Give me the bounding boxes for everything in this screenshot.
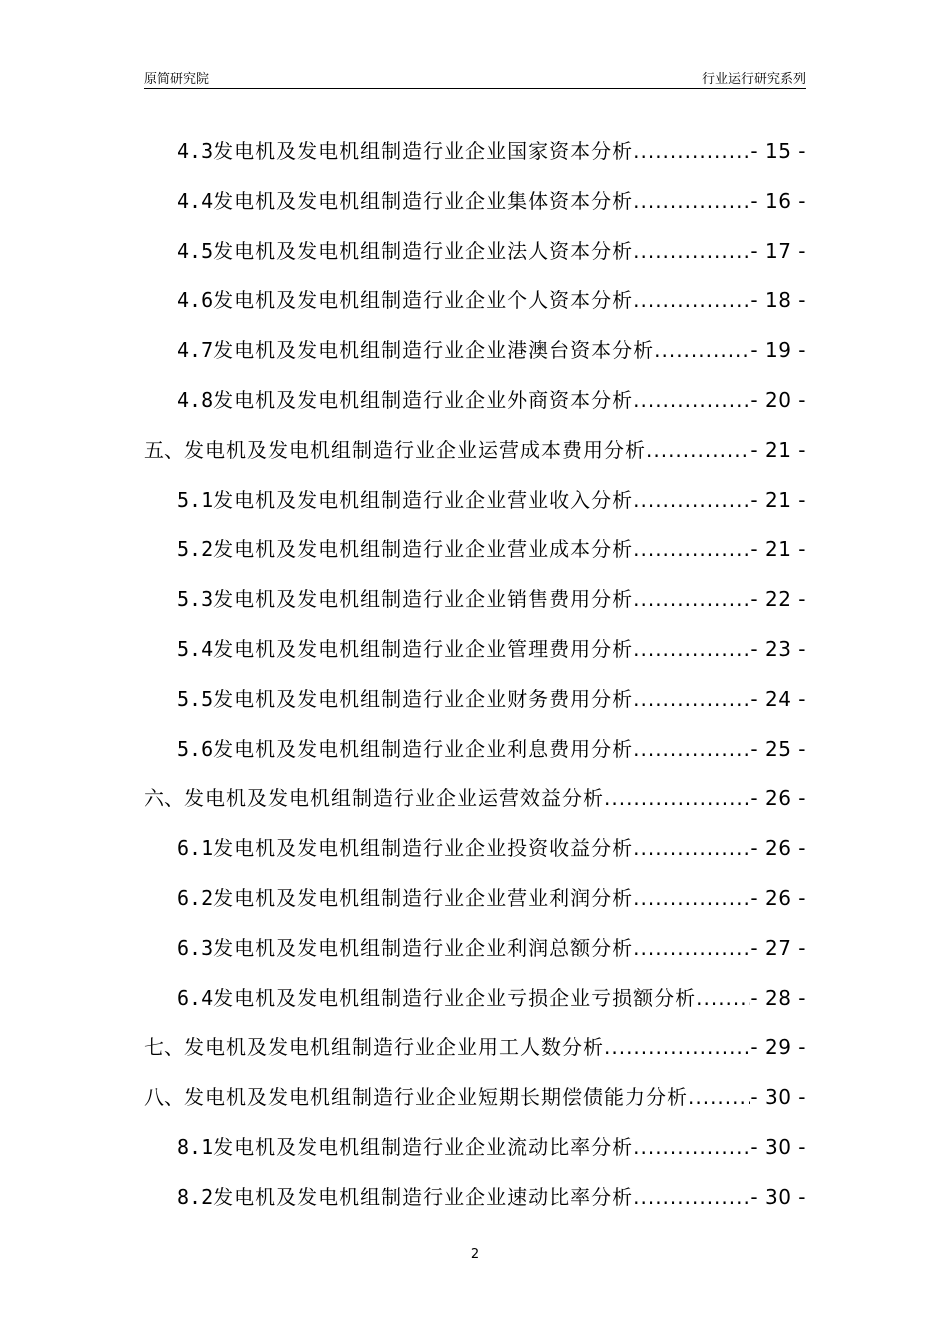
toc-dot-leader	[633, 1127, 750, 1167]
toc-entry-number: 4.3	[177, 139, 214, 163]
toc-entry-page: - 17 -	[750, 238, 806, 263]
toc-dot-leader	[633, 729, 750, 769]
toc-entry-page: - 19 -	[750, 338, 806, 363]
toc-dot-leader	[633, 480, 750, 520]
toc-section-entry[interactable]	[144, 729, 806, 779]
toc-entry-title: 发电机及发电机组制造行业企业营业收入分析	[213, 487, 634, 512]
toc-entry-title: 发电机及发电机组制造行业企业法人资本分析	[213, 238, 634, 263]
toc-entry-number: 4.5	[177, 238, 214, 263]
table-of-contents	[144, 131, 806, 1227]
toc-entry-page: - 23 -	[750, 636, 806, 661]
toc-dot-leader	[633, 828, 750, 868]
toc-section-entry[interactable]	[144, 629, 806, 679]
toc-entry-page: - 25 -	[750, 736, 806, 761]
toc-entry-page: - 30 -	[750, 1184, 806, 1209]
toc-dot-leader	[633, 280, 750, 320]
toc-entry-page: - 28 -	[750, 985, 806, 1010]
toc-entry-number: 5.5	[177, 686, 214, 711]
toc-section-entry[interactable]	[144, 131, 806, 181]
toc-entry-page: - 16 -	[750, 188, 806, 213]
toc-section-entry[interactable]	[144, 480, 806, 530]
toc-entry-page: - 26 -	[750, 786, 806, 811]
page-number: 2	[470, 1247, 480, 1262]
toc-entry-page: - 15 -	[750, 139, 806, 163]
toc-entry-number: 5.1	[177, 487, 214, 512]
toc-entry-title: 发电机及发电机组制造行业企业用工人数分析	[184, 1035, 604, 1060]
toc-entry-number: 4.4	[177, 188, 214, 213]
toc-entry-page: - 29 -	[750, 1035, 806, 1060]
toc-entry-title: 发电机及发电机组制造行业企业管理费用分析	[213, 636, 634, 661]
toc-entry-title: 发电机及发电机组制造行业企业外商资本分析	[213, 387, 634, 412]
toc-entry-number: 5.6	[177, 736, 214, 761]
toc-dot-leader	[654, 330, 750, 370]
page-header	[144, 66, 806, 89]
toc-entry-number: 6.4	[177, 985, 214, 1010]
toc-entry-title: 发电机及发电机组制造行业企业短期长期偿债能力分析	[184, 1085, 688, 1110]
toc-entry-title: 发电机及发电机组制造行业企业速动比率分析	[213, 1184, 634, 1209]
toc-section-entry[interactable]	[144, 978, 806, 1028]
toc-entry-title: 发电机及发电机组制造行业企业销售费用分析	[213, 587, 634, 612]
toc-entry-number: 5.2	[177, 537, 214, 562]
toc-entry-page: - 26 -	[750, 885, 806, 910]
toc-section-entry[interactable]	[144, 928, 806, 978]
toc-entry-title: 发电机及发电机组制造行业企业运营效益分析	[184, 786, 604, 811]
toc-dot-leader	[646, 430, 750, 470]
toc-section-entry[interactable]	[144, 679, 806, 729]
toc-dot-leader	[633, 231, 750, 271]
toc-section-entry[interactable]	[144, 280, 806, 330]
toc-entry-number: 6.3	[177, 935, 214, 960]
toc-entry-title: 发电机及发电机组制造行业企业利息费用分析	[213, 736, 634, 761]
toc-entry-number: 5.3	[177, 587, 214, 612]
toc-entry-title: 发电机及发电机组制造行业企业港澳台资本分析	[213, 338, 655, 363]
toc-entry-page: - 30 -	[750, 1085, 806, 1110]
toc-dot-leader	[633, 131, 750, 171]
toc-entry-title: 发电机及发电机组制造行业企业投资收益分析	[213, 836, 634, 861]
toc-entry-title: 发电机及发电机组制造行业企业运营成本费用分析	[184, 437, 646, 462]
toc-dot-leader	[604, 1027, 750, 1067]
toc-dot-leader	[688, 1077, 750, 1117]
toc-section-entry[interactable]	[144, 231, 806, 281]
toc-entry-number: 5.4	[177, 636, 214, 661]
toc-dot-leader	[633, 928, 750, 968]
toc-entry-title: 发电机及发电机组制造行业企业流动比率分析	[213, 1134, 634, 1159]
header-org-name: 原简研究院	[144, 72, 210, 87]
toc-dot-leader	[633, 878, 750, 918]
toc-entry-title: 发电机及发电机组制造行业企业集体资本分析	[213, 188, 634, 213]
toc-entry-number: 4.6	[177, 288, 214, 313]
toc-dot-leader	[604, 778, 750, 818]
toc-entry-page: - 24 -	[750, 686, 806, 711]
toc-section-entry[interactable]	[144, 878, 806, 928]
toc-entry-number: 6.1	[177, 836, 214, 861]
toc-entry-number: 五、	[144, 437, 184, 462]
toc-section-entry[interactable]	[144, 330, 806, 380]
toc-entry-number: 4.7	[177, 338, 214, 363]
toc-dot-leader	[633, 1177, 750, 1217]
toc-entry-title: 发电机及发电机组制造行业企业利润总额分析	[213, 935, 634, 960]
toc-entry-title: 发电机及发电机组制造行业企业国家资本分析	[213, 139, 634, 163]
toc-dot-leader	[633, 679, 750, 719]
toc-dot-leader	[633, 380, 750, 420]
toc-dot-leader	[633, 181, 750, 221]
toc-section-entry[interactable]	[144, 380, 806, 430]
toc-dot-leader	[633, 629, 750, 669]
toc-section-entry[interactable]	[144, 828, 806, 878]
toc-chapter-entry[interactable]	[144, 1027, 806, 1077]
toc-entry-page: - 26 -	[750, 836, 806, 861]
header-series-name: 行业运行研究系列	[701, 72, 806, 87]
toc-entry-page: - 21 -	[750, 487, 806, 512]
toc-section-entry[interactable]	[144, 579, 806, 629]
toc-entry-title: 发电机及发电机组制造行业企业财务费用分析	[213, 686, 634, 711]
toc-entry-page: - 21 -	[750, 537, 806, 562]
toc-entry-page: - 20 -	[750, 387, 806, 412]
toc-entry-number: 八、	[144, 1085, 184, 1110]
toc-entry-number: 8.1	[177, 1134, 214, 1159]
toc-entry-title: 发电机及发电机组制造行业企业亏损企业亏损额分析	[213, 985, 697, 1010]
toc-entry-title: 发电机及发电机组制造行业企业营业利润分析	[213, 885, 634, 910]
toc-entry-number: 七、	[144, 1035, 184, 1060]
toc-entry-page: - 22 -	[750, 587, 806, 612]
toc-entry-page: - 27 -	[750, 935, 806, 960]
toc-entry-page: - 30 -	[750, 1134, 806, 1159]
toc-section-entry[interactable]	[144, 1177, 806, 1227]
toc-section-entry[interactable]	[144, 529, 806, 579]
toc-entry-page: - 21 -	[750, 437, 806, 462]
toc-chapter-entry[interactable]	[144, 778, 806, 828]
toc-entry-title: 发电机及发电机组制造行业企业个人资本分析	[213, 288, 634, 313]
toc-dot-leader	[633, 579, 750, 619]
toc-section-entry[interactable]	[144, 1127, 806, 1177]
toc-entry-number: 8.2	[177, 1184, 214, 1209]
toc-entry-number: 4.8	[177, 387, 214, 412]
toc-entry-number: 6.2	[177, 885, 214, 910]
toc-entry-number: 六、	[144, 786, 184, 811]
toc-entry-page: - 18 -	[750, 288, 806, 313]
toc-dot-leader	[696, 978, 750, 1018]
toc-chapter-entry[interactable]	[144, 430, 806, 480]
toc-entry-title: 发电机及发电机组制造行业企业营业成本分析	[213, 537, 634, 562]
toc-dot-leader	[633, 529, 750, 569]
toc-chapter-entry[interactable]	[144, 1077, 806, 1127]
toc-section-entry[interactable]	[144, 181, 806, 231]
